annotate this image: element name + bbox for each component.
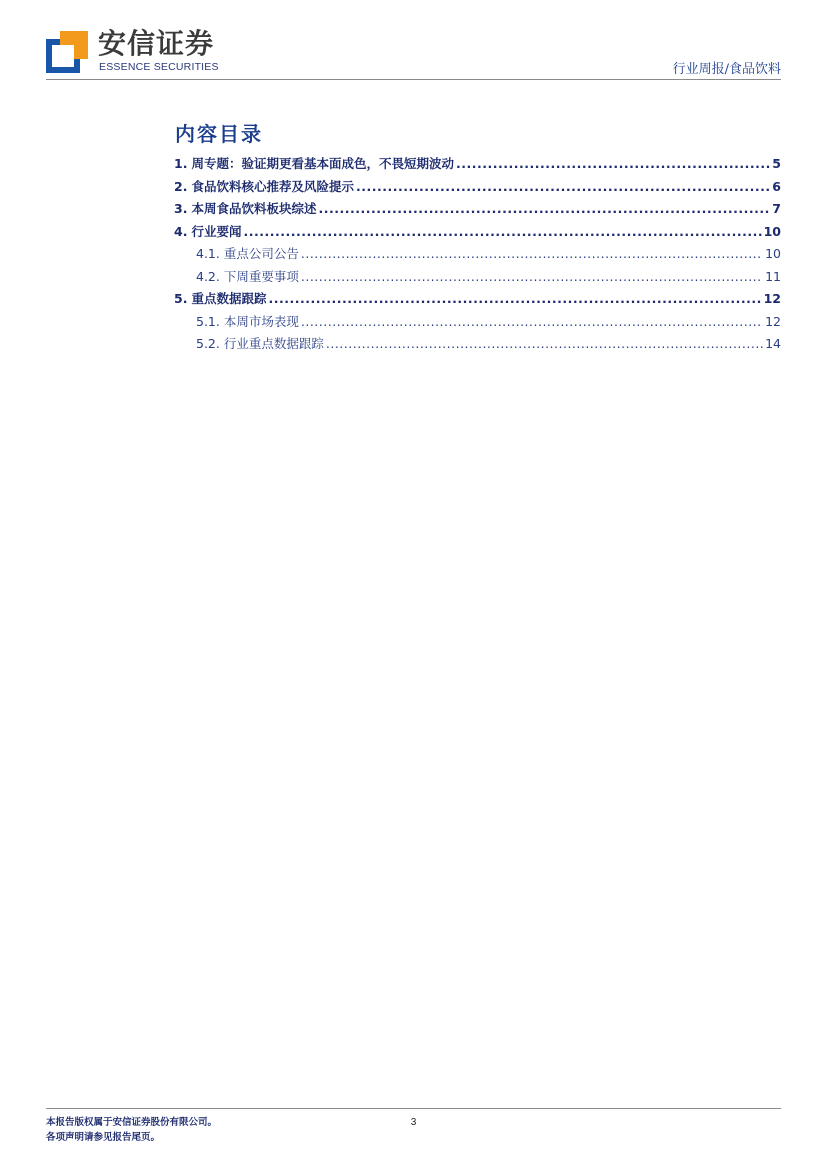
toc-entry-3[interactable] xyxy=(174,198,781,221)
toc-entry-page: 12 xyxy=(765,313,781,329)
toc-entry-number: 4. xyxy=(174,223,188,239)
logo-mark-icon xyxy=(46,31,88,73)
toc-entry-page: 10 xyxy=(765,246,781,261)
toc-entry-page: 12 xyxy=(763,291,781,306)
toc-entry-page: 7 xyxy=(772,201,781,216)
toc-leader-dots xyxy=(243,221,761,243)
toc-entry-text: 本周市场表现 xyxy=(223,313,299,329)
toc-entry-1[interactable] xyxy=(174,153,781,176)
toc-entry-5-2[interactable] xyxy=(174,333,781,356)
toc-entry-page: 14 xyxy=(765,336,781,351)
toc-entry-number: 5.1. xyxy=(196,313,220,329)
disclaimer-line: 各项声明请参见报告尾页。 xyxy=(46,1132,161,1143)
toc-entry-text: 周专题：验证期更看基本面成色，不畏短期波动 xyxy=(191,156,454,171)
toc-entry-5[interactable] xyxy=(174,288,781,311)
toc-entry-4-2[interactable] xyxy=(174,266,781,289)
toc-entry-text: 行业重点数据跟踪 xyxy=(223,336,324,351)
report-category: 行业周报/食品饮料 xyxy=(672,62,781,77)
toc-leader-dots xyxy=(326,333,763,355)
toc-entry-4-1[interactable] xyxy=(174,243,781,266)
toc-entry-page: 11 xyxy=(765,268,781,284)
toc-entry-number: 4.2. xyxy=(196,268,220,284)
toc-entry-text: 本周食品饮料板块综述 xyxy=(191,201,317,216)
toc-entry-page: 6 xyxy=(772,178,781,194)
toc-leader-dots xyxy=(456,153,770,175)
toc-entry-number: 5.2. xyxy=(196,336,220,351)
toc-entry-text: 重点公司公告 xyxy=(223,246,299,261)
footer-divider xyxy=(46,1108,781,1109)
toc-entry-number: 5. xyxy=(174,291,188,306)
toc-entry-text: 下周重要事项 xyxy=(223,268,299,284)
header-divider xyxy=(46,79,781,80)
toc-entry-4[interactable] xyxy=(174,221,781,244)
toc-entry-number: 1. xyxy=(174,156,188,171)
toc-entry-number: 2. xyxy=(174,178,188,194)
toc-entry-text: 重点数据跟踪 xyxy=(191,291,267,306)
toc-leader-dots xyxy=(268,288,761,310)
page-number: 3 xyxy=(410,1117,417,1128)
toc-entry-text: 食品饮料核心推荐及风险提示 xyxy=(191,178,354,194)
toc-title: 内容目录 xyxy=(175,122,263,146)
table-of-contents xyxy=(174,153,781,356)
toc-leader-dots xyxy=(318,198,770,220)
toc-entry-number: 4.1. xyxy=(196,246,220,261)
toc-leader-dots xyxy=(301,243,763,265)
toc-leader-dots xyxy=(301,311,763,333)
toc-entry-2[interactable] xyxy=(174,176,781,199)
logo-english-name: ESSENCE SECURITIES xyxy=(99,61,219,73)
toc-leader-dots xyxy=(356,176,770,198)
copyright-line: 本报告版权属于安信证券股份有限公司。 xyxy=(46,1117,218,1128)
toc-entry-number: 3. xyxy=(174,201,188,216)
toc-entry-page: 5 xyxy=(772,156,781,171)
toc-entry-page: 10 xyxy=(763,223,781,239)
toc-entry-5-1[interactable] xyxy=(174,311,781,334)
logo-chinese-name: 安信证券 xyxy=(98,27,215,60)
toc-leader-dots xyxy=(301,266,763,288)
toc-entry-text: 行业要闻 xyxy=(191,223,242,239)
